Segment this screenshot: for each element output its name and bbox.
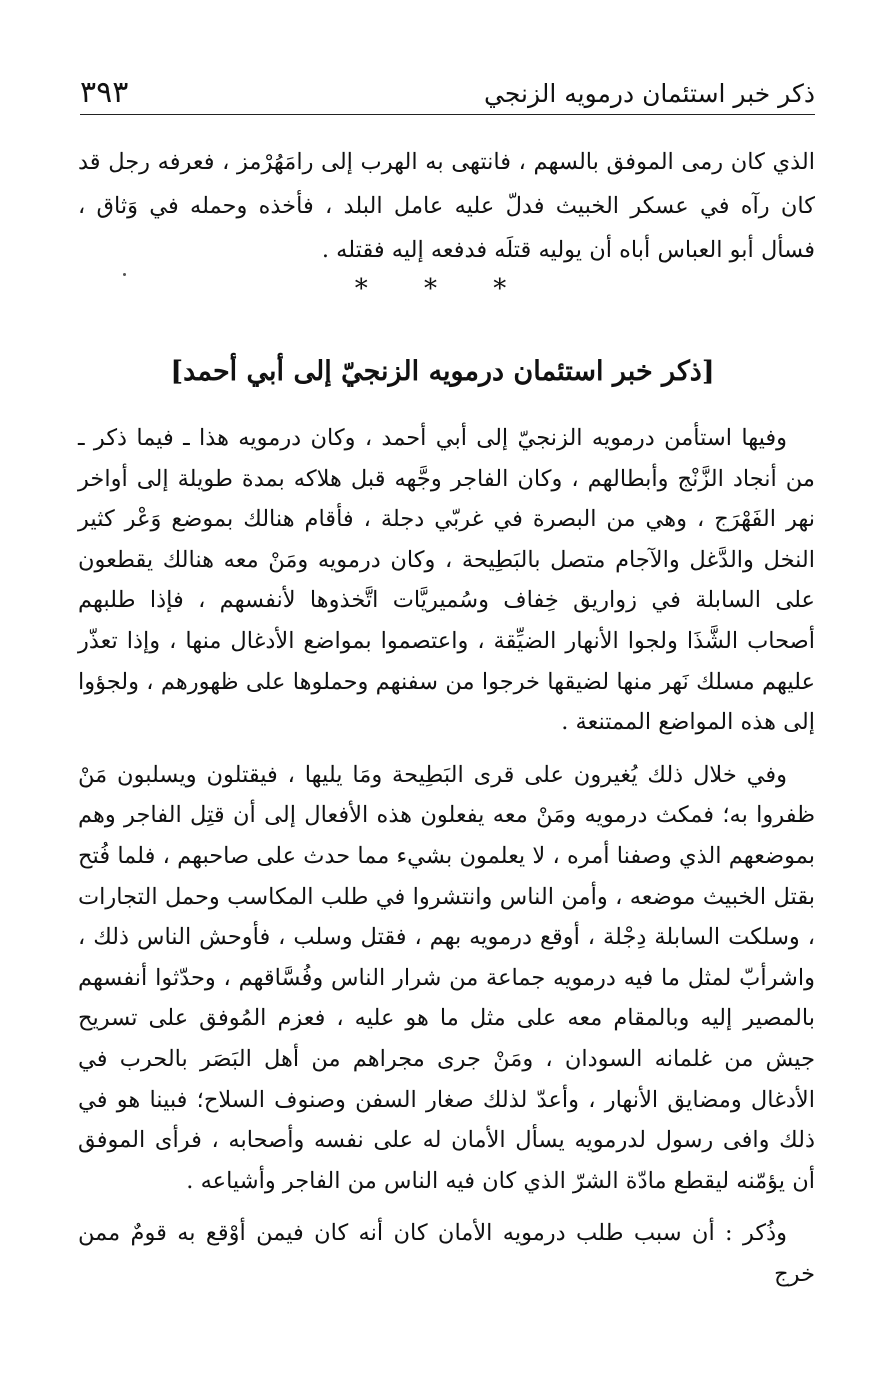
page-header [80,64,815,115]
running-title: ذكر خبر استئمان درمويه الزنجي [484,79,815,108]
paragraph: وفي خلال ذلك يُغيرون على قرى البَطِيحة ومَا يليها ، فيقتلون ويسلبون مَنْ ظفروا به؛ فمكث درمويه ومَنْ معه يفعلون هذه الأفعال إلى أن قتِل الفاجر وهم بموضعهم الذي وصفنا أمره ، لا يعلمون بشيء مما حدث على صاحبهم ، فلما فُتح بقتل الخبيث موضعه ، وأمن الناس وانتشروا في طلب المكاسب وحمل التجارات ، وسلكت السابلة دِجْلة ، أوقع درمويه بهم ، فقتل وسلب ، فأوحش الناس ذلك ، واشرأبّ لمثل ما فيه درمويه جماعة من شرار الناس وفُسَّاقهم ، وحدّثوا أنفسهم بالمصير إليه وبالمقام معه على مثل ما هو عليه ، فعزم المُوفق على تسريح جيش من غلمانه السودان ، ومَنْ جرى مجراهم من أهل البَصَر بالحرب في الأدغال ومضايق الأنهار ، وأعدّ لذلك صغار السفن وصنوف السلاح؛ فبينا هو في ذلك وافى رسول لدرمويه يسأل الأمان له على نفسه وأصحابه ، فرأى الموفق أن يؤمّنه ليقطع مادّة الشرّ الذي كان فيه الناس من الفاجر وأشياعه . [78,761,815,1194]
paragraph: وفيها استأمن درمويه الزنجيّ إلى أبي أحمد ، وكان درمويه هذا ـ فيما ذكر ـ من أنجاد الزَّنْج وأبطالهم ، وكان الفاجر وجَّهه قبل هلاكه بمدة طويلة إلى أواخر نهر الفَهْرَج ، وهي من البصرة في غربّي دجلة ، فأقام هنالك بموضع وَعْر كثير النخل والدَّغل والآجام متصل بالبَطِيحة ، وكان درمويه ومَنْ معه هنالك يقطعون على السابلة في زواريق خِفاف وسُميريَّات اتَّخذوها لأنفسهم ، فإذا طلبهم أصحاب الشَّذَا ولجوا الأنهار الضيِّقة ، واعتصموا بمواضع الأدغال منها ، وإذا تعذّر عليهم مسلك نَهر منها لضيقها خرجوا من سفنهم وحملوها على ظهورهم ، ولجؤوا إلى هذه المواضع الممتنعة . [78,425,815,736]
section-separator: * * * [354,274,531,304]
page-number: ٣٩٣ [80,75,129,110]
section-heading: [ذكر خبر استئمان درمويه الزنجيّ إلى أبي أحمد] [170,356,715,387]
paragraph: وذُكر : أن سبب طلب درمويه الأمان كان أنه كان فيمن أوْقع به قومٌ ممن خرج [78,1220,815,1287]
opening-paragraph: الذي كان رمى الموفق بالسهم ، فانتهى به الهرب إلى رامَهُرْمز ، فعرفه رجل قد كان رآه في عسكر الخبيث فدلّ عليه عامل البلد ، فأخذه وحمله في وَثاق ، فسأل أبو العباس أباه أن يوليه قتلَه فدفعه إليه فقتله . [78,149,815,263]
main-text-block [78,418,815,1306]
opening-text-block [78,140,815,284]
